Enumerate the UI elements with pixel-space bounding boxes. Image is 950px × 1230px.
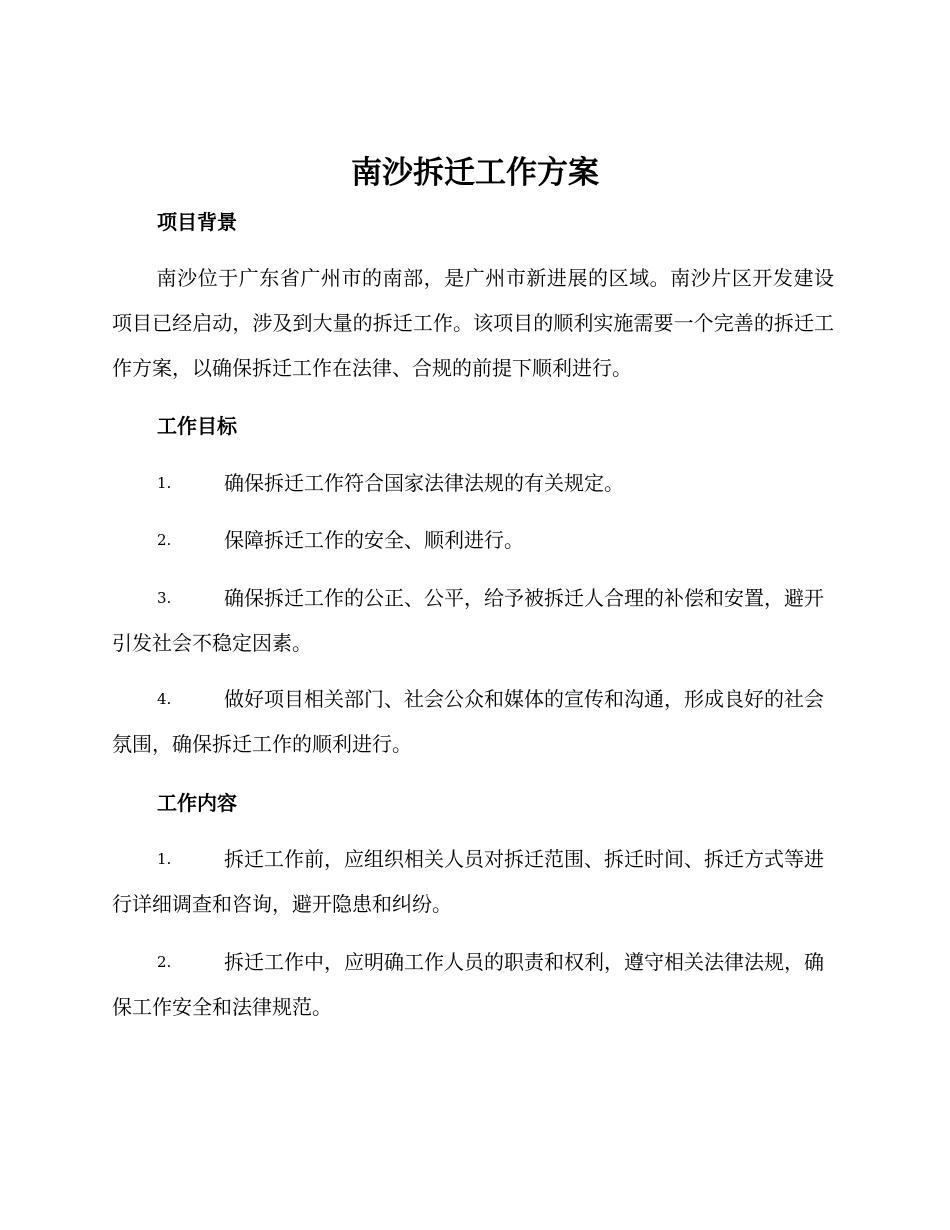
section-heading-goals: 工作目标: [157, 414, 237, 438]
list-item-text: 拆迁工作前，应组织相关人员对拆迁范围、拆迁时间、拆迁方式等进行详细调查和咨询，避开隐患和纠纷。: [112, 847, 824, 916]
background-paragraph: [112, 256, 834, 391]
list-item: [112, 518, 834, 563]
list-item-number: 1.: [157, 850, 172, 868]
section-heading-background: 项目背景: [157, 210, 237, 234]
list-item-text: 拆迁工作中，应明确工作人员的职责和权利，遵守相关法律法规，确保工作安全和法律规范。: [112, 950, 824, 1019]
list-item-number: 4.: [157, 690, 172, 708]
list-item: [112, 940, 834, 1030]
document-title: 南沙拆迁工作方案: [351, 155, 599, 191]
list-item-text: 保障拆迁工作的安全、顺利进行。: [224, 528, 524, 552]
list-item-number: 2.: [157, 953, 172, 971]
list-item-number: 2.: [157, 531, 172, 549]
list-item: [112, 461, 834, 506]
list-item-text: 做好项目相关部门、社会公众和媒体的宣传和沟通，形成良好的社会氛围，确保拆迁工作的顺利进行。: [112, 687, 824, 756]
list-item: [112, 576, 834, 666]
list-item-number: 1.: [157, 474, 172, 492]
list-item: [112, 677, 834, 767]
section-heading-content: 工作内容: [157, 791, 237, 815]
list-item: [112, 837, 834, 927]
list-item-text: 确保拆迁工作符合国家法律法规的有关规定。: [224, 471, 624, 495]
background-paragraph-text: 南沙位于广东省广州市的南部，是广州市新进展的区域。南沙片区开发建设项目已经启动，涉及到大量的拆迁工作。该项目的顺利实施需要一个完善的拆迁工作方案，以确保拆迁工作在法律、合规的前提下顺利进行。: [112, 266, 834, 380]
list-item-number: 3.: [157, 589, 172, 607]
list-item-text: 确保拆迁工作的公正、公平，给予被拆迁人合理的补偿和安置，避开引发社会不稳定因素。: [112, 586, 824, 655]
